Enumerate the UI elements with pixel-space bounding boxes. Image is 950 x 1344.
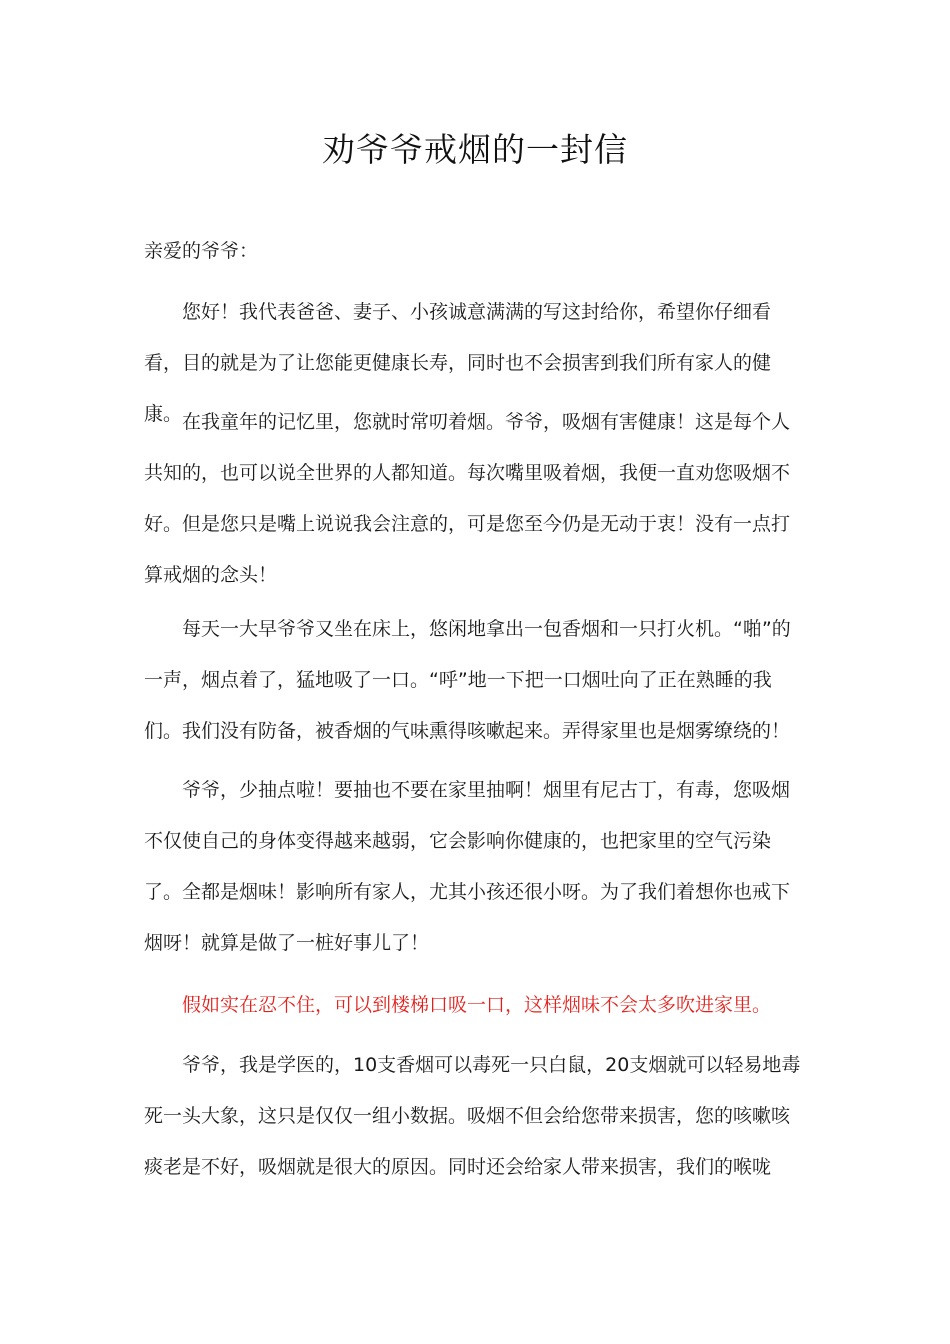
letter-paragraph: 爷爷，少抽点啦！要抽也不要在家里抽啊！烟里有尼古丁，有毒，您吸烟不仅使自己的身体变得越来越弱，它会影响你健康的，也把家里的空气污染了。全都是烟味！影响所有家人，尤其小孩还很小呀。为了我们着想你也戒下烟呀！就算是做了一桩好事儿了！ bbox=[144, 779, 791, 954]
letter-paragraph: 每天一大早爷爷又坐在床上，悠闲地拿出一包香烟和一只打火机。“啪”的一声，烟点着了，猛地吸了一口。“呼”地一下把一口烟吐向了正在熟睡的我们。我们没有防备，被香烟的气味熏得咳嗽起来。弄得家里也是烟雾缭绕的！ bbox=[144, 618, 791, 742]
highlighted-paragraph: 假如实在忍不住，可以到楼梯口吸一口，这样烟味不会太多吹进家里。 bbox=[182, 994, 772, 1016]
letter-paragraph: 您好！我代表爸爸、妻子、小孩诚意满满的写这封给你，希望你仔细看看，目的就是为了让您能更健康长寿，同时也不会损害到我们所有家人的健康。 bbox=[144, 301, 772, 425]
letter-paragraph: 在我童年的记忆里，您就时常叨着烟。爷爷，吸烟有害健康！这是每个人共知的，也可以说全世界的人都知道。每次嘴里吸着烟，我便一直劝您吸烟不好。但是您只是嘴上说说我会注意的，可是您至今仍是无动于衷！没有一点打算戒烟的念头！ bbox=[144, 411, 791, 586]
letter-salutation: 亲爱的爷爷： bbox=[144, 240, 259, 262]
letter-title: 劝爷爷戒烟的一封信 bbox=[322, 130, 628, 169]
letter-paragraph: 爷爷，我是学医的，10支香烟可以毒死一只白鼠，20支烟就可以轻易地毒死一头大象，这只是仅仅一组小数据。吸烟不但会给您带来损害，您的咳嗽咳痰老是不好，吸烟就是很大的原因。同时还会给家人带来损害，我们的喉咙 bbox=[144, 1054, 801, 1178]
